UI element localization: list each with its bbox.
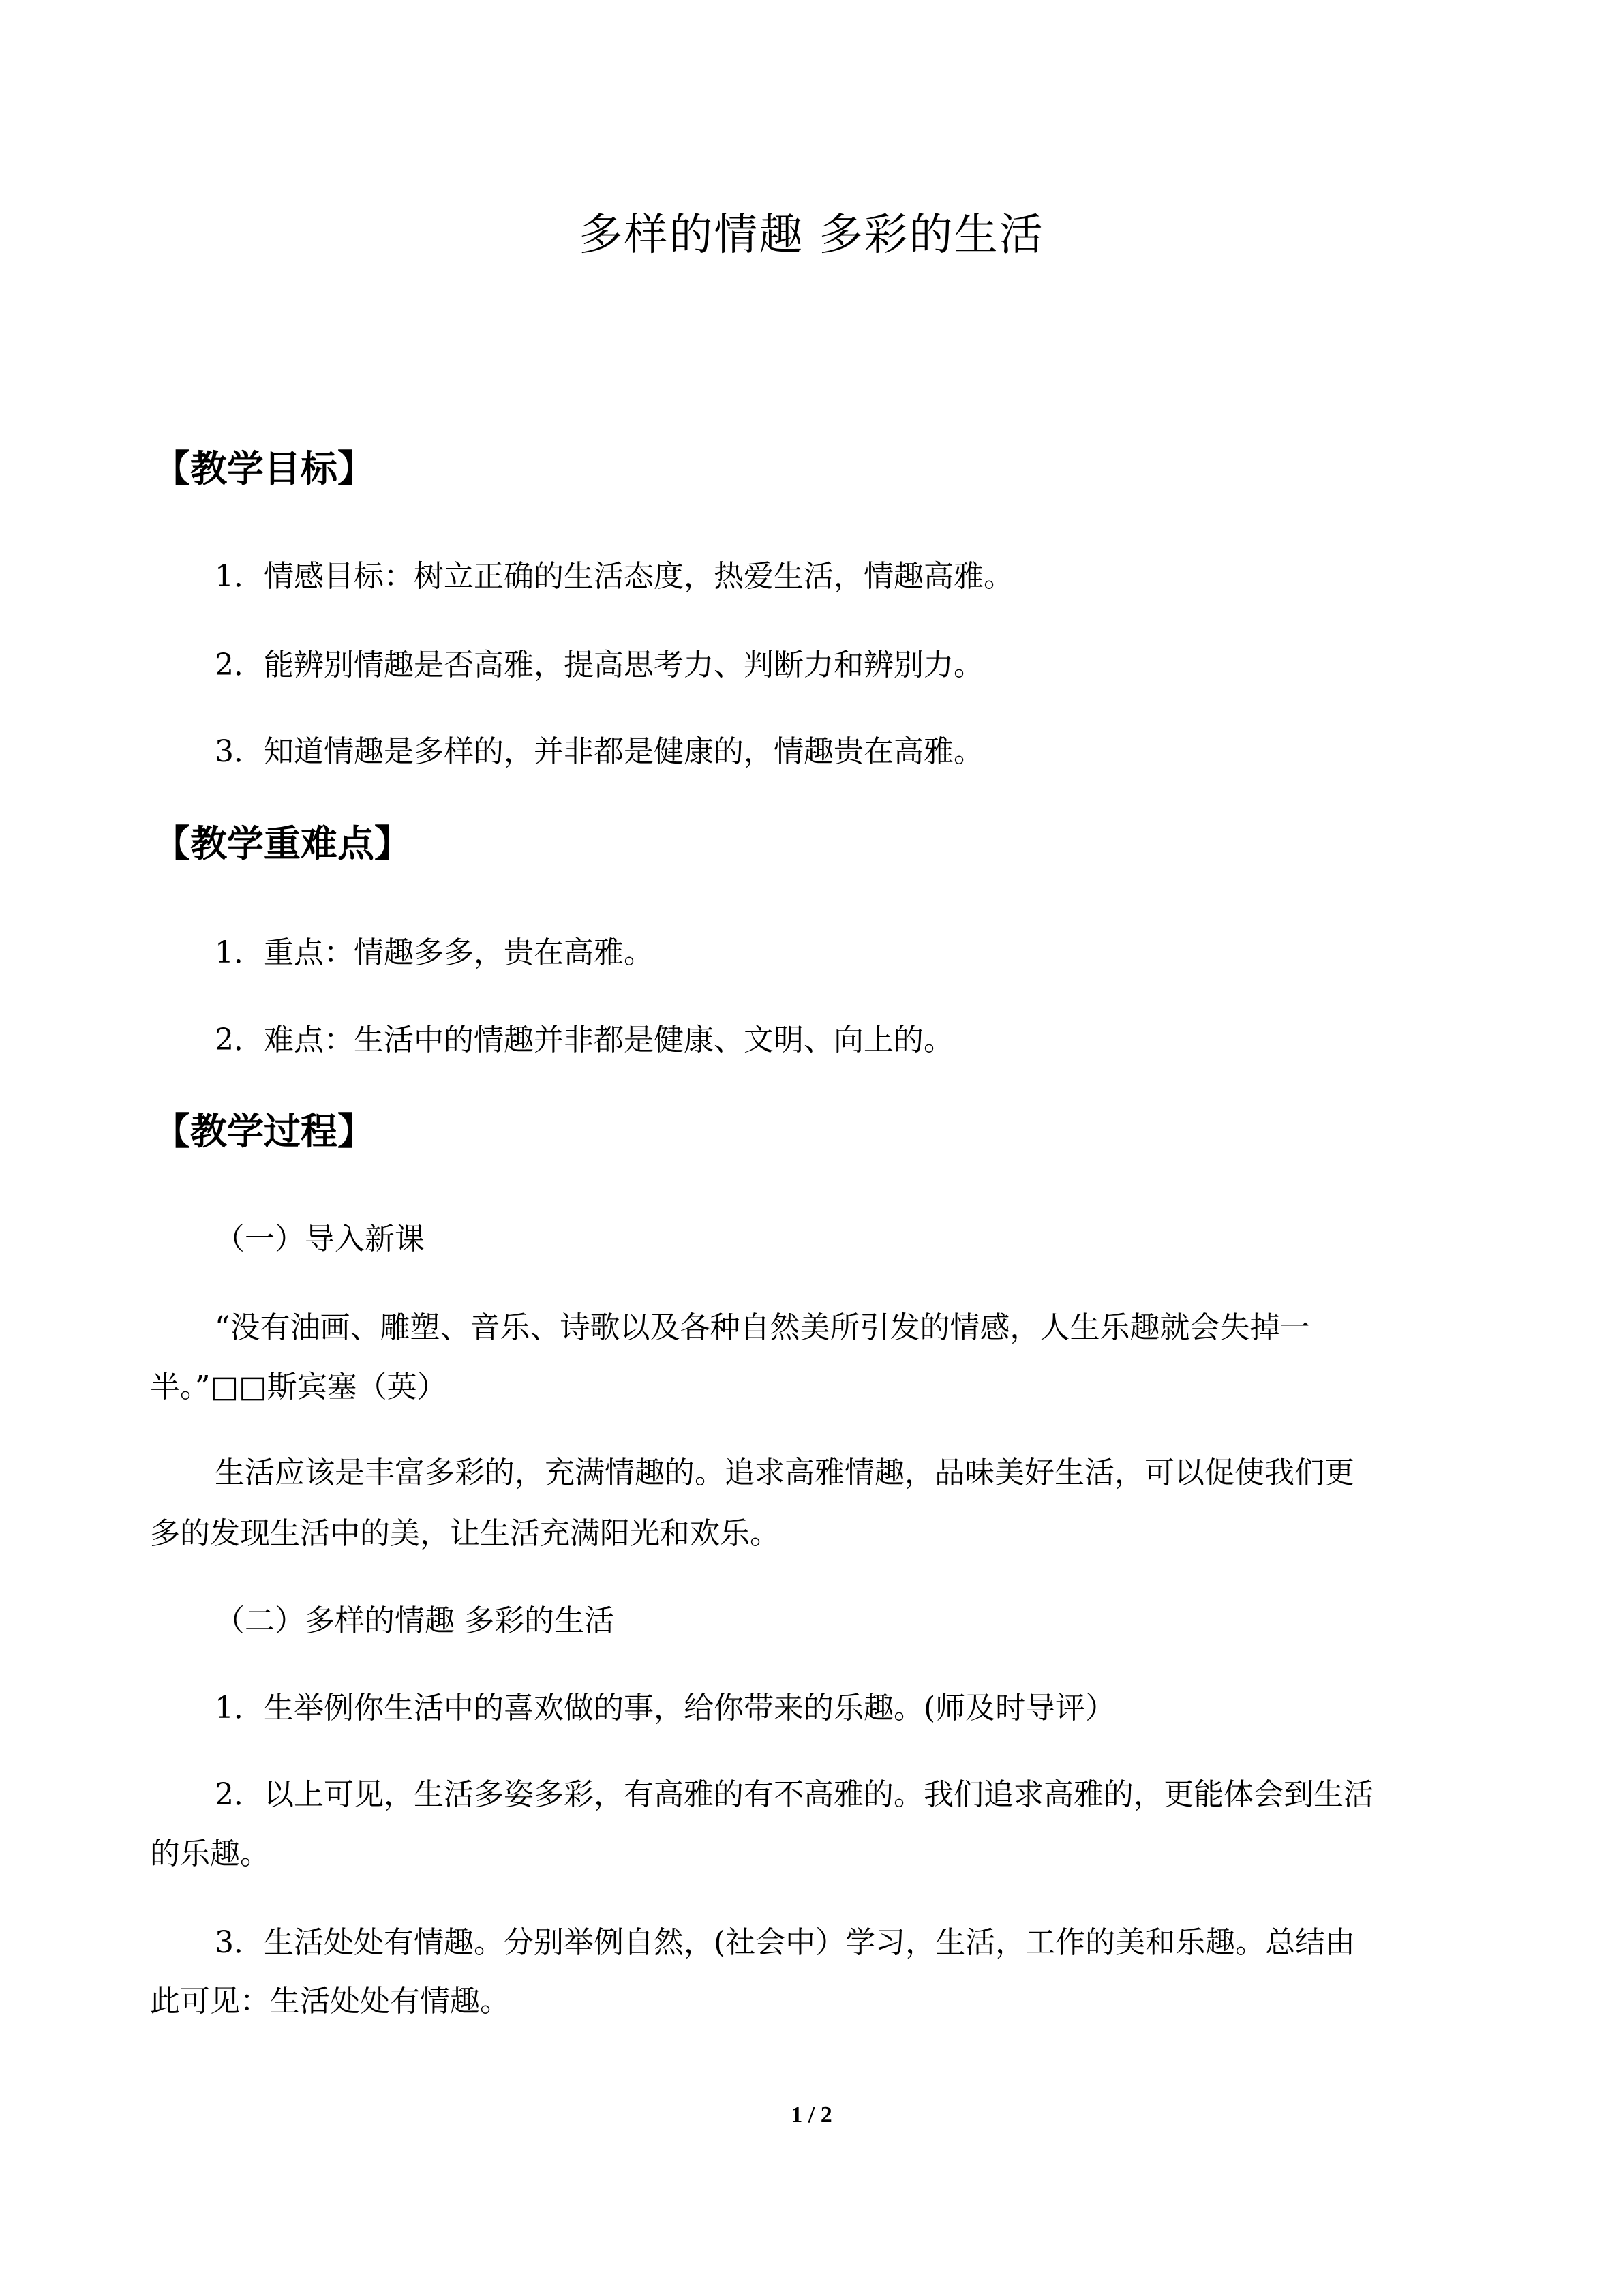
- objective-item-2: 2．能辨别情趣是否高雅，提高思考力、判断力和辨别力。: [215, 648, 984, 682]
- page-title: 多样的情趣 多彩的生活: [579, 210, 1044, 260]
- objective-item-1: 1．情感目标：树立正确的生活态度，热爱生活，情趣高雅。: [215, 559, 1014, 594]
- section-heading-key-points: 【教学重难点】: [153, 822, 411, 865]
- page-indicator: 1 / 2: [791, 2102, 832, 2128]
- key-point-item-1: 1．重点：情趣多多，贵在高雅。: [215, 935, 654, 970]
- quote-line-1: “没有油画、雕塑、音乐、诗歌以及各种自然美所引发的情感，人生乐趣就会失掉一: [215, 1310, 1310, 1345]
- process-part-1-title: （一）导入新课: [215, 1222, 425, 1256]
- process-item-2-line-2: 的乐趣。: [150, 1837, 270, 1871]
- process-item-3-line-2: 此可见：生活处处有情趣。: [150, 1984, 510, 2019]
- quote-line-2: 半。”□□斯宾塞（英）: [150, 1370, 447, 1404]
- section-heading-objectives: 【教学目标】: [153, 447, 374, 490]
- section-heading-process: 【教学过程】: [153, 1110, 374, 1153]
- paragraph-1-line-2: 多的发现生活中的美，让生活充满阳光和欢乐。: [150, 1516, 780, 1551]
- process-item-2-line-1: 2．以上可见，生活多姿多彩，有高雅的有不高雅的。我们追求高雅的，更能体会到生活: [215, 1777, 1374, 1812]
- process-part-2-title: （二）多样的情趣 多彩的生活: [215, 1603, 614, 1638]
- objective-item-3: 3．知道情趣是多样的，并非都是健康的，情趣贵在高雅。: [215, 734, 984, 769]
- key-point-item-2: 2．难点：生活中的情趣并非都是健康、文明、向上的。: [215, 1023, 954, 1057]
- process-item-3-line-1: 3．生活处处有情趣。分别举例自然，(社会中）学习，生活，工作的美和乐趣。总结由: [215, 1925, 1356, 1960]
- process-item-1: 1．生举例你生活中的喜欢做的事，给你带来的乐趣。(师及时导评）: [215, 1691, 1116, 1725]
- paragraph-1-line-1: 生活应该是丰富多彩的，充满情趣的。追求高雅情趣，品味美好生活，可以促使我们更: [215, 1455, 1354, 1490]
